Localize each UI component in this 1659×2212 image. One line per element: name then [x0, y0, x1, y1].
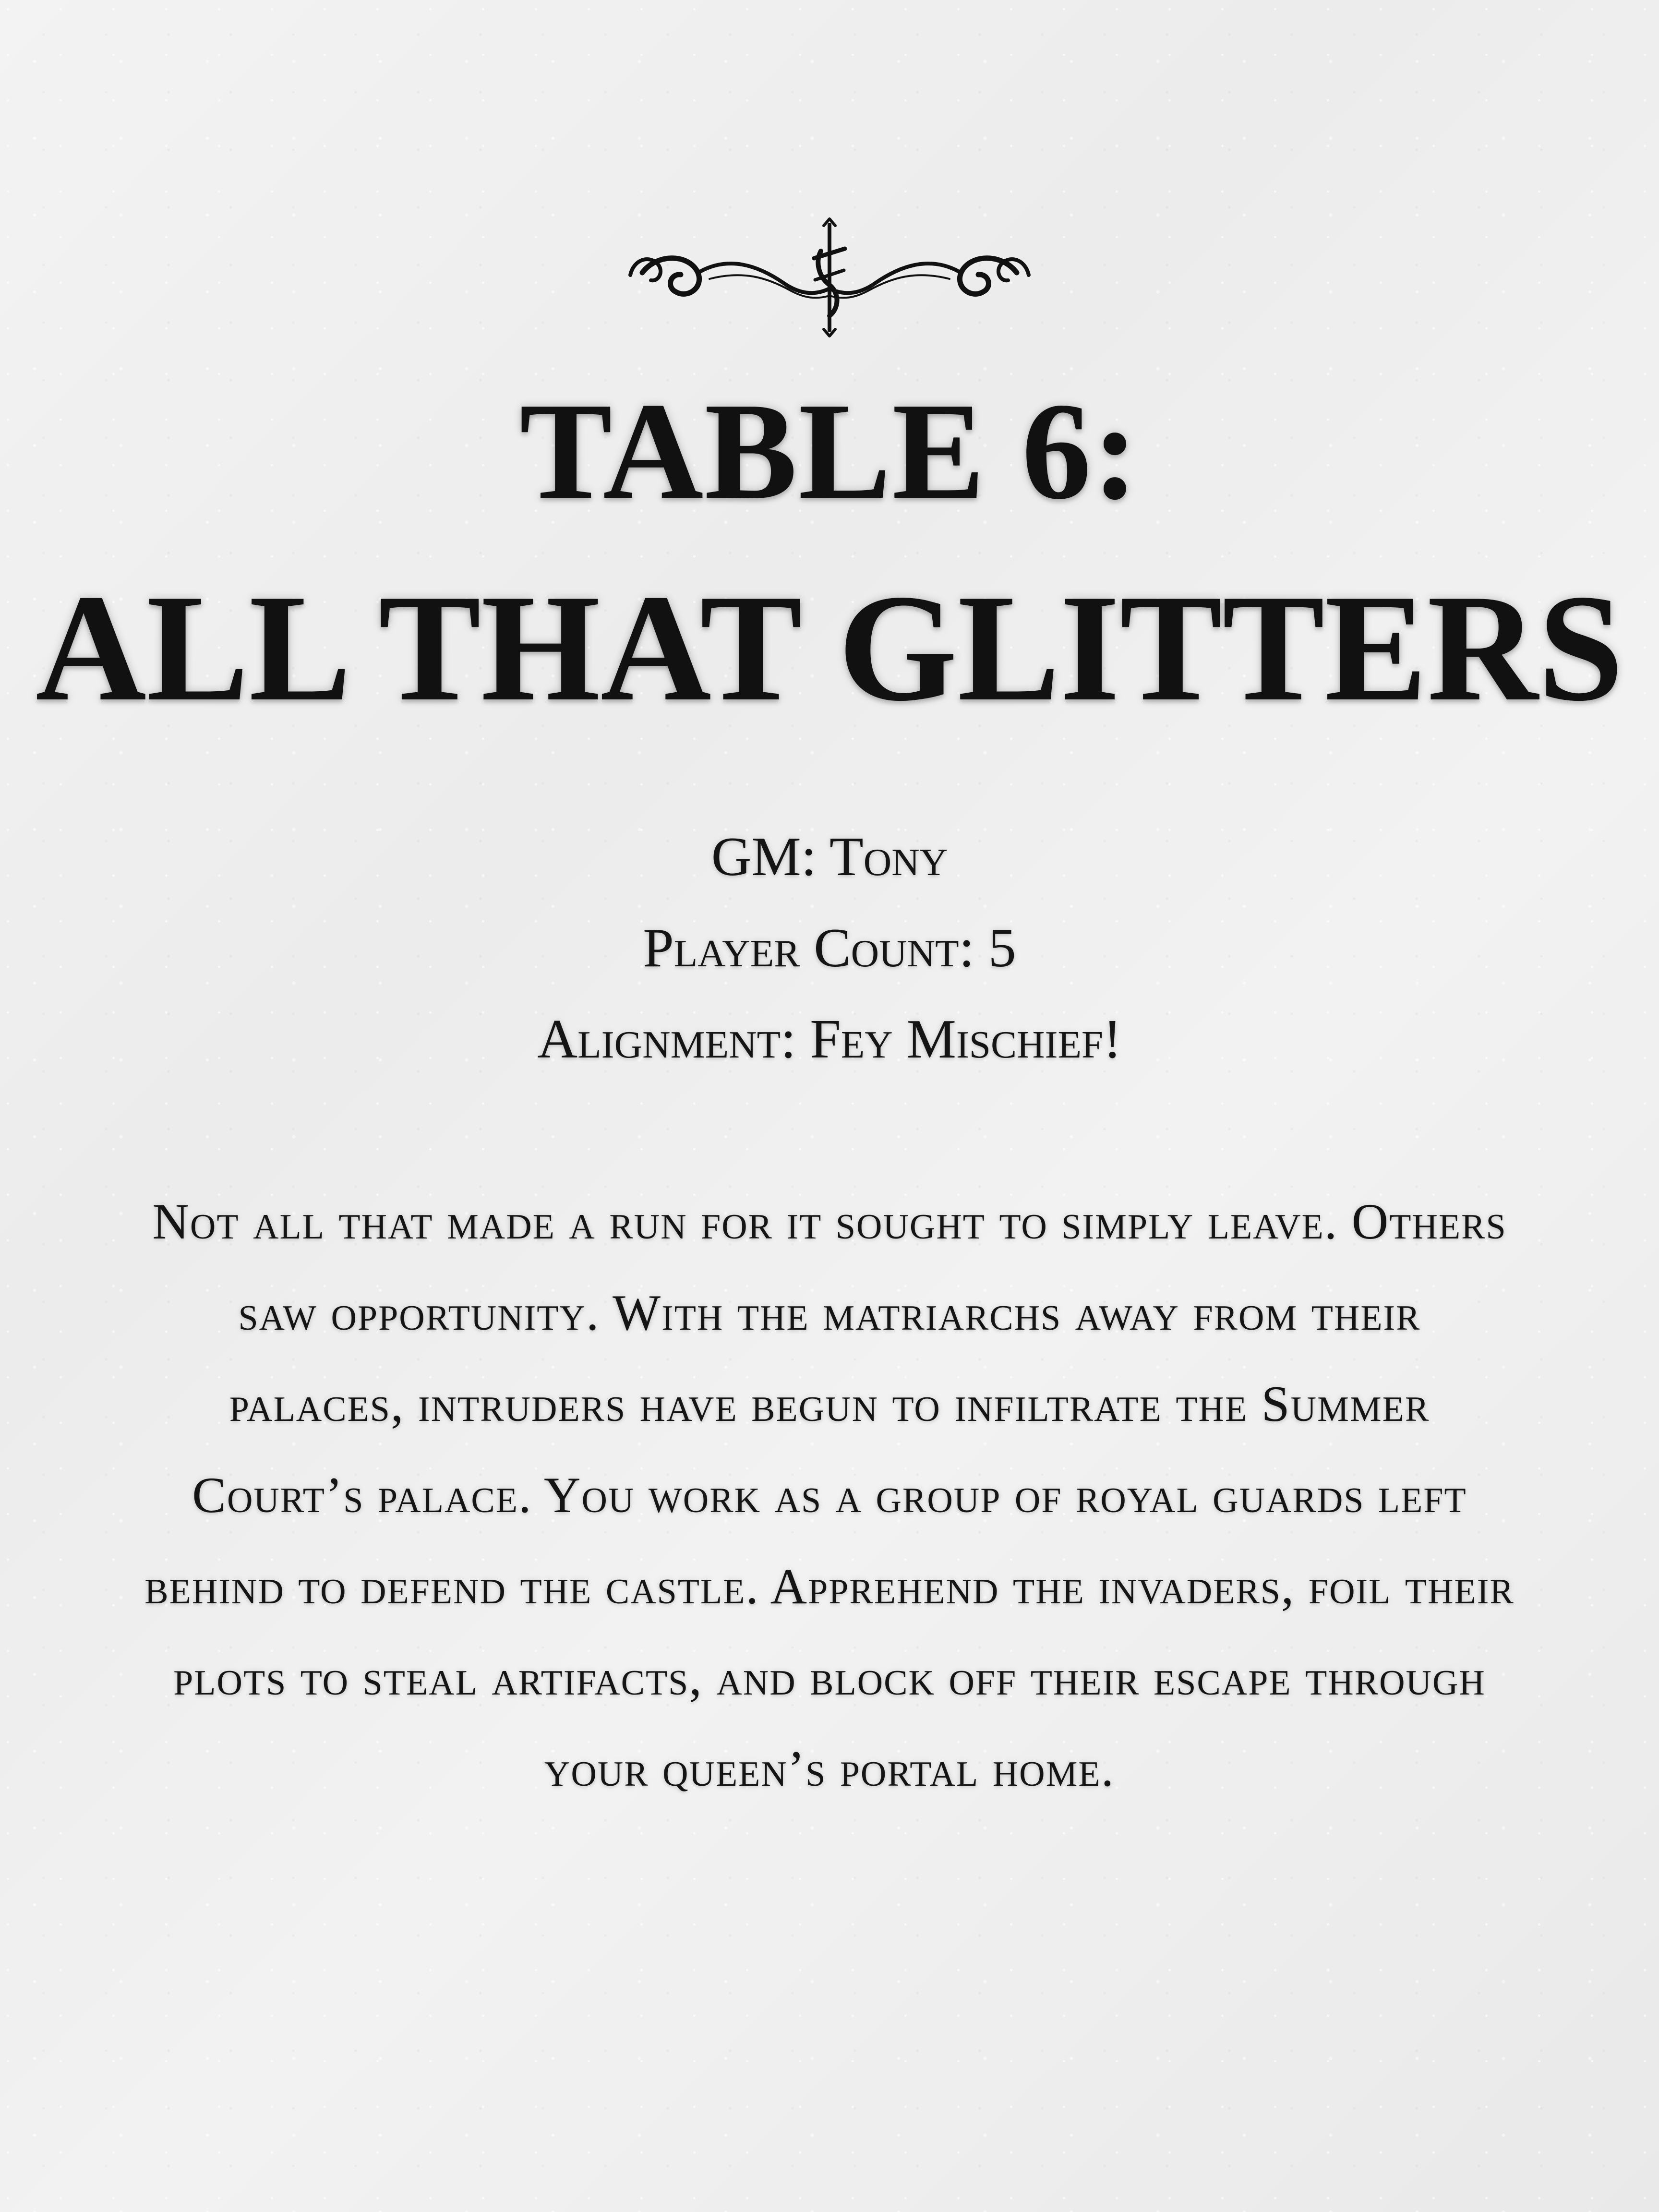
gm-info: GM: Tony — [711, 826, 948, 888]
page-title-line-2: ALL THAT GLITTERS — [35, 563, 1624, 733]
table-description: Not all that made a run for it sought to simply leave. Others saw opportunity. With the matriarchs away from their palaces, intruders have begun to infiltrate the Summer Court’s palace. You work as a group of royal guards left behind to defend the castle. Apprehend the invaders, foil their plots to steal artifacts, and block off their escape through your queen’s portal home. — [144, 1193, 1515, 1797]
player-count-info: Player Count: 5 — [643, 917, 1016, 979]
alignment-info: Alignment: Fey Mischief! — [537, 1009, 1122, 1070]
scrollwork-ornament-icon — [589, 215, 1070, 340]
page-title-line-1: TABLE 6: — [519, 374, 1140, 528]
